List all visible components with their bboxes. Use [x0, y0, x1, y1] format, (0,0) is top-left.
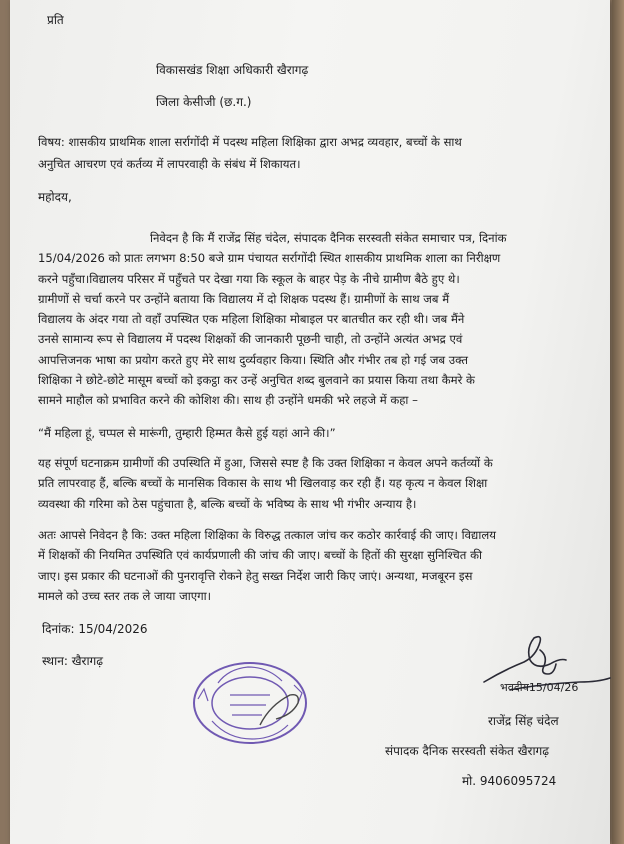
subject-line-2: अनुचित आचरण एवं कर्तव्य में लापरवाही के संबंध में शिकायत। [38, 157, 301, 171]
signature-date: भवदीय15/04/26 [500, 681, 579, 694]
sender-phone: मो. 9406095724 [462, 774, 557, 788]
paragraph-line: मामले को उच्च स्तर तक ले जाया जाएगा। [38, 588, 212, 603]
paragraph-1 [38, 228, 604, 411]
letter-page [10, 0, 610, 844]
paragraph-3 [38, 525, 604, 606]
page-edge-shadow [612, 0, 624, 844]
office-stamp [190, 655, 316, 747]
quote: “मैं महिला हूं, चप्पल से मारूंगी, तुम्हारी हिम्मत कैसे हुई यहां आने की।” [38, 426, 336, 440]
paragraph-line: शिक्षिका ने छोटे-छोटे मासूम बच्चों को इकट्ठा कर उन्हें अनुचित शब्द बुलवाने का प्रयास किया तथा कैमरे के [38, 373, 475, 388]
paragraph-line: व्यवस्था की गरिमा को ठेस पहुंचाता है, बल्कि बच्चों के भविष्य के साथ भी गंभीर अन्याय है। [38, 496, 417, 511]
paragraph-line: जाए। इस प्रकार की घटनाओं की पुनरावृत्ति रोकने हेतु सख्त निर्देश जारी किए जाएं। अन्यथा, मजबूरन इस [38, 568, 473, 583]
place-line: स्थान: खैरागढ़ [42, 654, 104, 668]
date-line: दिनांक: 15/04/2026 [42, 622, 148, 636]
paragraph-line: करने पहुँचा।विद्यालय परिसर में पहुँचते पर देखा गया कि स्कूल के बाहर पेड़ के नीचे ग्रामीण बैठे हुए थे। [38, 271, 460, 286]
paragraph-line: अतः आपसे निवेदन है कि: उक्त महिला शिक्षिका के विरुद्ध तत्काल जांच कर कठोर कार्रवाई की जाए। विद्यालय [38, 528, 496, 542]
paragraph-line: उनसे सामान्य रूप से विद्यालय में पदस्थ शिक्षकों की जानकारी पूछनी चाही, तो उन्होंने अत्यंत अभद्र एवं [38, 332, 463, 347]
paragraph-line: में शिक्षकों की नियमित उपस्थिति एवं कार्यप्रणाली की जांच की जाए। बच्चों के हितों की सुरक्षा सुनिश्चित की [38, 548, 482, 563]
paragraph-line: सामने माहौल को प्रभावित करने की कोशिश की। साथ ही उन्होंने धमकी भरे लहजे में कहा – [38, 393, 418, 408]
paragraph-line: आपत्तिजनक भाषा का प्रयोग करते हुए मेरे साथ दुर्व्यवहार किया। स्थिति और गंभीर तब हो गई जब उक्त [38, 352, 468, 367]
paragraph-line: विद्यालय के अंदर गया तो वहाँ उपस्थित एक महिला शिक्षिका मोबाइल पर बातचीत कर रही थी। जब मैंने [38, 312, 465, 327]
to-label: प्रति [47, 13, 64, 27]
paragraph-line: निवेदन है कि मैं राजेंद्र सिंह चंदेल, संपादक दैनिक सरस्वती संकेत समाचार पत्र, दिनांक [150, 231, 507, 245]
paragraph-2 [38, 453, 604, 514]
salutation: महोदय, [38, 190, 72, 204]
recipient-district: जिला केसीजी (छ.ग.) [156, 95, 252, 109]
paragraph-line: प्रति लापरवाह हैं, बल्कि बच्चों के मानसिक विकास के साथ भी खिलवाड़ कर रही हैं। यह कृत्य न केवल शिक्षा [38, 476, 488, 491]
sender-name: राजेंद्र सिंह चंदेल [488, 714, 559, 728]
paragraph-line: यह संपूर्ण घटनाक्रम ग्रामीणों की उपस्थिति में हुआ, जिससे स्पष्ट है कि उक्त शिक्षिका न केवल अपने कर्तव्यों के [38, 456, 493, 470]
paragraph-line: ग्रामीणों से चर्चा करने पर उन्होंने बताया कि विद्यालय में दो शिक्षक पदस्थ हैं। ग्रामीणों के साथ जब मैं [38, 291, 450, 306]
recipient-title: विकासखंड शिक्षा अधिकारी खैरागढ़ [156, 63, 309, 77]
subject-line-1: विषय: शासकीय प्राथमिक शाला सर्रागोंदी में पदस्थ महिला शिक्षिका द्वारा अभद्र व्यवहार, बच्चों के साथ [38, 135, 462, 149]
paragraph-line: 15/04/2026 को प्रातः लगभग 8:50 बजे ग्राम पंचायत सर्रागोंदी स्थित शासकीय प्राथमिक शाला का निरीक्षण [38, 251, 501, 266]
sender-designation: संपादक दैनिक सरस्वती संकेत खैरागढ़ [385, 744, 550, 758]
